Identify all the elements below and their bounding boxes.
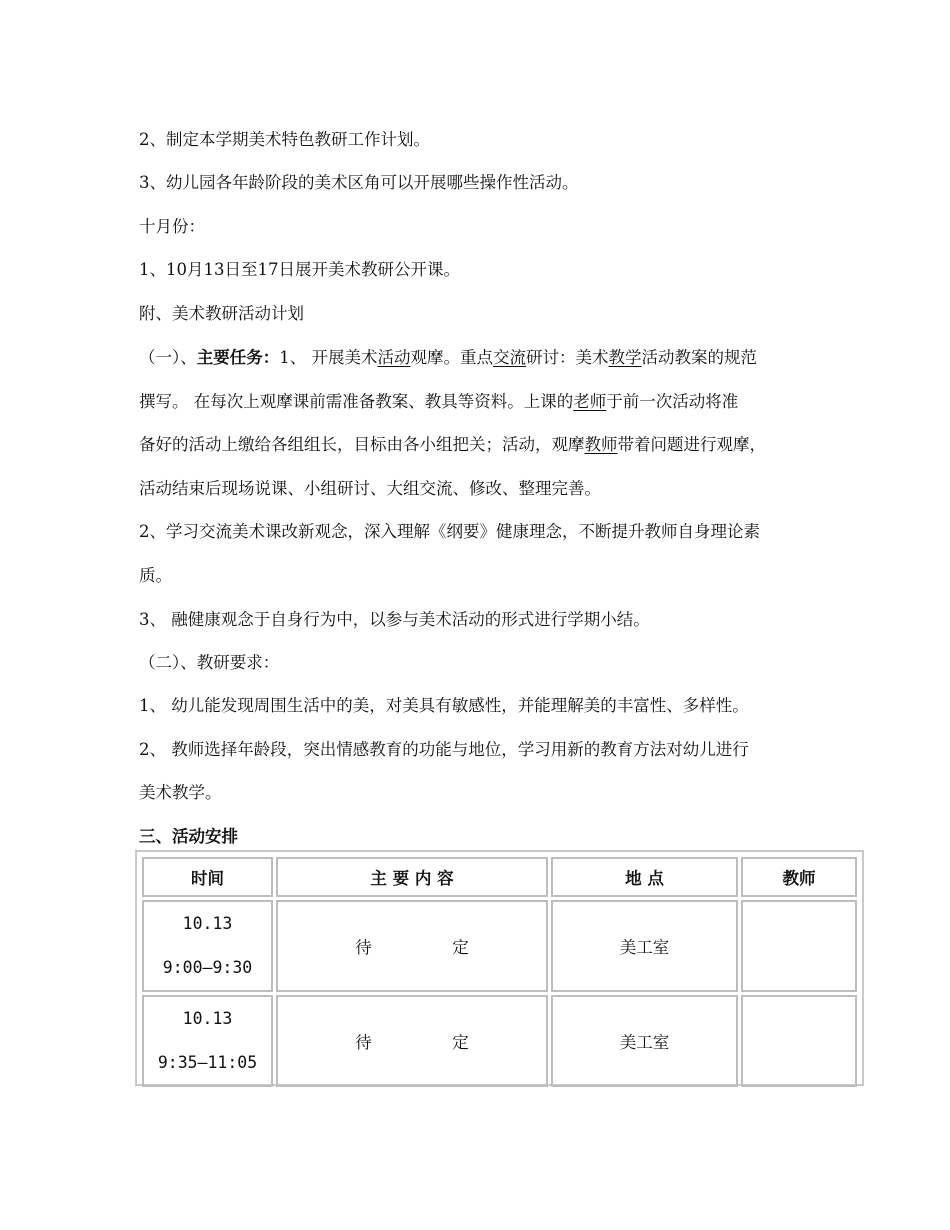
text-span: 于前一次活动将准: [606, 392, 739, 411]
text-span: 1、 开展美术: [279, 348, 378, 367]
underlined-link[interactable]: 活动: [377, 348, 411, 367]
section-heading: 附、美术教研活动计划: [139, 304, 304, 323]
text-line: 1、10月13日至17日展开美术教研公开课。: [139, 260, 460, 279]
underlined-link[interactable]: 交流: [493, 348, 526, 367]
header-content: 主 要 内 容: [276, 857, 548, 897]
underlined-link[interactable]: 教学: [608, 348, 642, 367]
text-line: 2、制定本学期美术特色教研工作计划。: [139, 130, 430, 149]
section-heading-activity: 三、活动安排: [139, 827, 238, 846]
header-teacher: 教师: [741, 857, 857, 897]
text-line: 美术教学。: [139, 783, 222, 802]
table-row: [142, 995, 857, 1087]
table-header-row: [142, 857, 857, 897]
text-span: 带着问题进行观摩，: [617, 435, 766, 454]
schedule-table: [135, 850, 864, 1086]
section-heading-october: 十月份：: [139, 217, 205, 236]
cell-time: [142, 995, 273, 1087]
cell-time-range: 9:00—9:30: [162, 958, 253, 977]
table-row: [142, 900, 857, 992]
underlined-link[interactable]: 教师: [584, 435, 618, 454]
text-line: [139, 347, 757, 369]
text-line: 活动结束后现场说课、小组研讨、大组交流、修改、整理完善。: [139, 479, 601, 498]
text-line: 3、幼儿园各年龄阶段的美术区角可以开展哪些操作性活动。: [139, 173, 579, 192]
cell-time-range: 9:35—11:05: [157, 1053, 258, 1072]
text-line: 3、 融健康观念于自身行为中，以参与美术活动的形式进行学期小结。: [139, 610, 650, 629]
cell-content: [276, 900, 548, 992]
text-line: 2、 教师选择年龄段，突出情感教育的功能与地位，学习用新的教育方法对幼儿进行: [139, 740, 749, 759]
text-span: 研讨：美术: [526, 348, 609, 367]
cell-content-a: 待: [355, 938, 372, 957]
cell-content-b: 定: [452, 938, 469, 957]
header-time: 时间: [142, 857, 273, 897]
text-line: [139, 434, 766, 456]
cell-date: 10.13: [182, 914, 233, 933]
bold-label: 主要任务：: [196, 348, 280, 367]
text-span: 备好的活动上缴给各组组长，目标由各小组把关；活动，观摩: [139, 435, 585, 454]
schedule-table-grid: [139, 854, 860, 1090]
text-line: 2、学习交流美术课改新观念，深入理解《纲要》健康理念，不断提升教师自身理论素: [139, 522, 760, 541]
text-span: （一）、: [139, 348, 197, 367]
cell-content-b: 定: [452, 1033, 469, 1052]
cell-content-a: 待: [355, 1033, 372, 1052]
cell-place: 美工室: [551, 995, 738, 1087]
text-line: 1、 幼儿能发现周围生活中的美，对美具有敏感性，并能理解美的丰富性、多样性。: [139, 696, 749, 715]
section-heading: （二）、教研要求：: [139, 653, 280, 672]
cell-date: 10.13: [182, 1009, 233, 1028]
cell-teacher: [741, 995, 857, 1087]
text-span: 活动教案的规范: [641, 348, 757, 367]
cell-content: [276, 995, 548, 1087]
text-line: [139, 391, 738, 413]
underlined-link[interactable]: 老师: [573, 392, 607, 411]
cell-time: [142, 900, 273, 992]
text-span: 观摩。重点: [410, 348, 493, 367]
header-place: 地 点: [551, 857, 738, 897]
cell-place: 美工室: [551, 900, 738, 992]
text-span: 撰写。 在每次上观摩课前需准备教案、教具等资料。上课的: [139, 392, 574, 411]
cell-teacher: [741, 900, 857, 992]
text-line: 质。: [139, 566, 172, 585]
